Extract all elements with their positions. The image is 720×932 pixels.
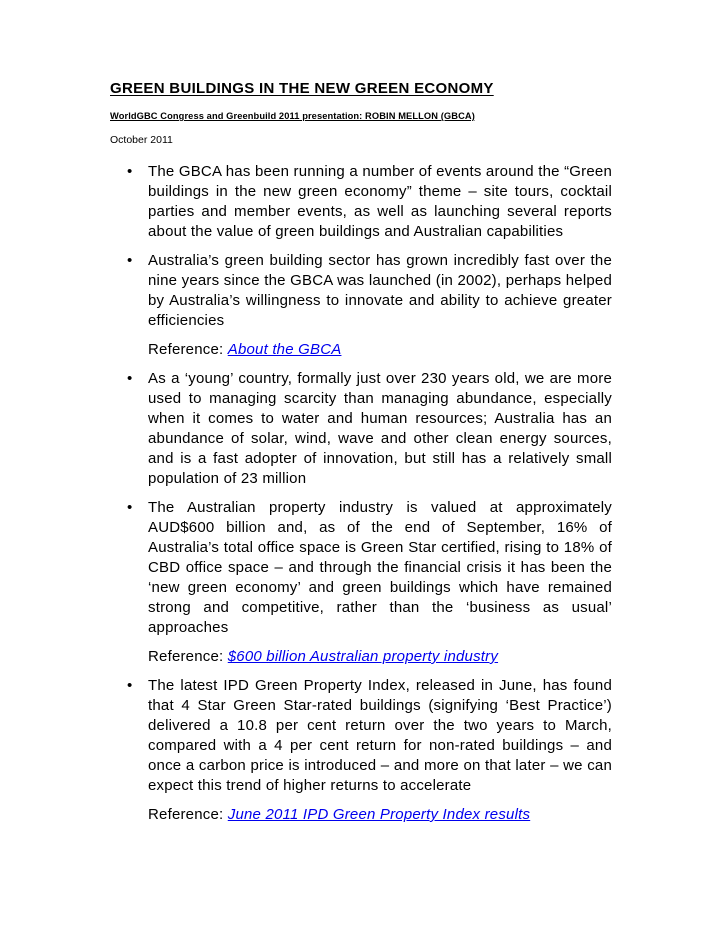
- bullet-text: The Australian property industry is valued at approximately AUD$600 billion and, as of the end of September, 16% of Australia’s total office space is Green Star certified, rising to 18% of CBD office space – and through the financial crisis it has been the ‘new green economy’ and green buildings which have remained strong and competitive, rather than the ‘business as usual’ approaches: [148, 499, 612, 636]
- document-date: October 2011: [110, 134, 173, 146]
- document-subtitle: WorldGBC Congress and Greenbuild 2011 presentation: ROBIN MELLON (GBCA): [110, 111, 475, 121]
- list-item: [110, 498, 612, 638]
- list-item: [110, 251, 612, 331]
- bullet-icon: •: [127, 499, 133, 516]
- reference-link-property-industry[interactable]: $600 billion Australian property industry: [227, 648, 499, 665]
- list-item: [110, 369, 612, 489]
- reference-link-ipd-index[interactable]: June 2011 IPD Green Property Index results: [227, 806, 531, 823]
- reference-link-about-gbca[interactable]: About the GBCA: [227, 341, 342, 358]
- bullet-list: [110, 162, 612, 834]
- bullet-text: The latest IPD Green Property Index, released in June, has found that 4 Star Green Star-rated buildings (signifying ‘Best Practice’) delivered a 10.8 per cent return over the two years to March, compared with a 4 per cent return for non-rated buildings – and once a carbon price is introduced – and more on that later – we can expect this trend of higher returns to accelerate: [148, 677, 612, 794]
- bullet-icon: •: [127, 677, 133, 694]
- bullet-text: As a ‘young’ country, formally just over 230 years old, we are more used to managing scarcity than managing abundance, especially when it comes to water and human resources; Australia has an abundance of solar, wind, wave and other clean energy sources, and is a fast adopter of innovation, but still has a relatively small population of 23 million: [148, 370, 612, 487]
- list-item: [110, 676, 612, 796]
- reference-line: [110, 805, 612, 825]
- reference-line: [110, 340, 612, 360]
- document-title: GREEN BUILDINGS IN THE NEW GREEN ECONOMY: [110, 80, 494, 97]
- bullet-text: Australia’s green building sector has grown incredibly fast over the nine years since the GBCA was launched (in 2002), perhaps helped by Australia’s willingness to innovate and ability to achieve greater efficiencies: [148, 252, 612, 329]
- reference-label: Reference:: [148, 806, 228, 823]
- reference-label: Reference:: [148, 648, 228, 665]
- reference-label: Reference:: [148, 341, 228, 358]
- bullet-icon: •: [127, 252, 133, 269]
- bullet-icon: •: [127, 163, 133, 180]
- list-item: [110, 162, 612, 242]
- reference-line: [110, 647, 612, 667]
- bullet-text: The GBCA has been running a number of events around the “Green buildings in the new green economy” theme – site tours, cocktail parties and member events, as well as launching several reports about the value of green buildings and Australian capabilities: [148, 163, 612, 240]
- bullet-icon: •: [127, 370, 133, 387]
